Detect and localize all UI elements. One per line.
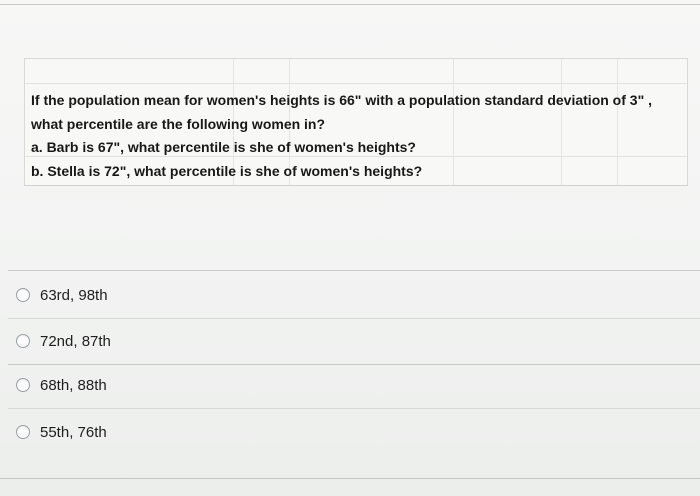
answer-option-3[interactable] [16,374,107,396]
question-line: If the population mean for women's heights is 66" with a population standard deviation of 3" , [31,92,652,108]
answer-divider [8,318,700,319]
answer-option-2[interactable] [16,330,111,352]
question-line: a. Barb is 67", what percentile is she of women's heights? [31,139,416,155]
radio-button-icon[interactable] [16,288,30,302]
top-divider [0,4,700,5]
question-line: what percentile are the following women in? [31,115,326,132]
answer-option-1[interactable] [16,284,108,306]
answer-option-label: 55th, 76th [40,423,107,441]
answer-divider [8,270,700,271]
answer-divider [8,364,700,365]
radio-button-icon[interactable] [16,378,30,392]
question-line: b. Stella is 72", what percentile is she of women's heights? [31,162,423,179]
table-gridline [25,83,687,84]
bottom-divider [0,478,700,479]
radio-button-icon[interactable] [16,334,30,348]
answer-option-4[interactable] [16,421,107,443]
answer-option-label: 68th, 88th [40,376,107,394]
answer-option-label: 63rd, 98th [40,286,108,304]
answer-divider [8,408,700,409]
question-box [24,58,688,186]
answer-option-label: 72nd, 87th [40,332,111,350]
radio-button-icon[interactable] [16,425,30,439]
question-text [31,89,681,183]
